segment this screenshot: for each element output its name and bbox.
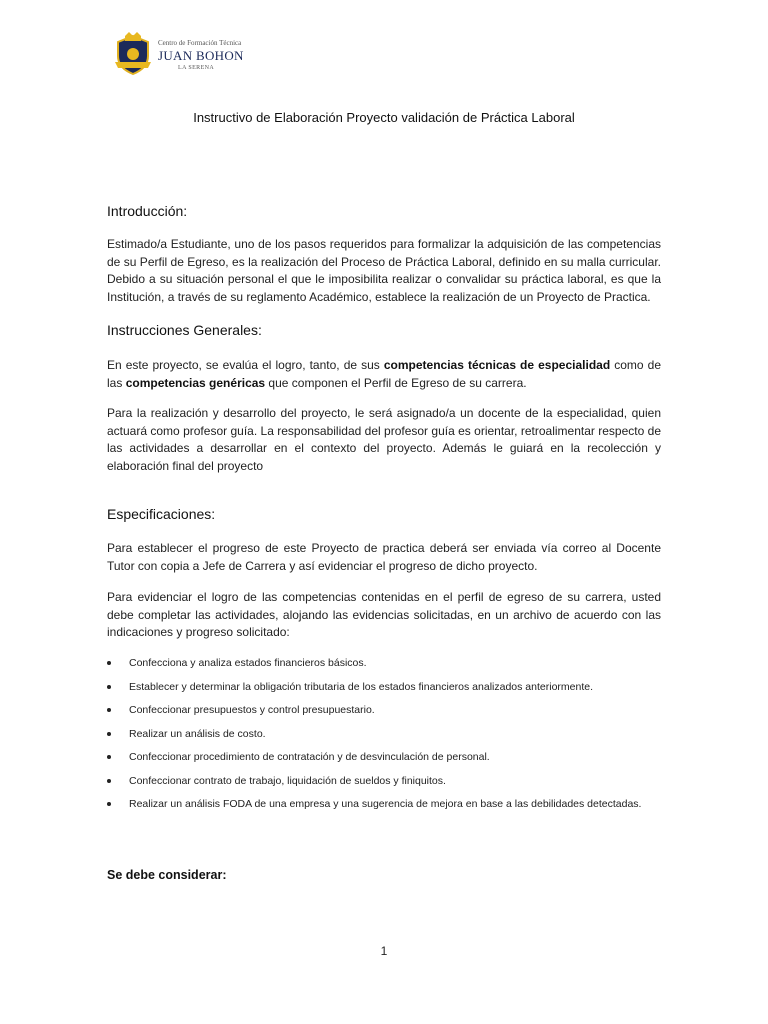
list-item-text: Realizar un análisis de costo.	[129, 727, 266, 740]
instrucciones-text-d: que componen el Perfil de Egreso de su carrera.	[265, 375, 527, 390]
bold-competencias-genericas: competencias genéricas	[125, 375, 266, 390]
list-item-text: Confeccionar presupuestos y control presupuestario.	[129, 704, 375, 716]
bold-competencias-tecnicas: competencias técnicas de especialidad	[383, 358, 611, 372]
especificaciones-paragraph-2: Para evidenciar el logro de las competencias contenidas en el perfil de egreso de su carrera, usted debe completar las actividades, alojando las evidencias solicitadas, en un archivo de acuerdo con las indicaciones y progreso solicitado:	[107, 590, 661, 639]
document-title: Instructivo de Elaboración Proyecto validación de Práctica Laboral	[193, 110, 575, 125]
crest-icon	[112, 32, 154, 76]
intro-paragraph: Estimado/a Estudiante, uno de los pasos requeridos para formalizar la adquisición de las competencias de su Perfil de Egreso, es la realización del Proceso de Práctica Laboral, definido en su malla curricular. Debido a su situación personal el que le imposibilita realizar o convalidar su práctica laboral, es que la Institución, a través de su reglamento Académico, establece la realización de un Proyecto de Practica.	[107, 237, 661, 304]
section-heading-instrucciones: Instrucciones Generales:	[107, 322, 262, 338]
list-item	[107, 796, 667, 820]
page-number: 1	[380, 944, 388, 958]
list-item	[107, 749, 667, 773]
bullet-icon	[107, 755, 111, 759]
bullet-icon	[107, 708, 111, 712]
section-heading-especificaciones: Especificaciones:	[107, 506, 216, 522]
list-item-text: Confecciona y analiza estados financieros básicos.	[129, 657, 367, 669]
list-item-text: Confeccionar procedimiento de contratación y de desvinculación de personal.	[129, 751, 490, 763]
instrucciones-text-c: como de las	[107, 358, 662, 390]
list-item	[107, 655, 667, 679]
bullet-icon	[107, 779, 111, 783]
list-item-text: Establecer y determinar la obligación tributaria de los estados financieros analizados anteriormente.	[129, 680, 594, 693]
especificaciones-paragraph-1: Para establecer el progreso de este Proyecto de practica deberá ser enviada vía correo al Docente Tutor con copia a Jefe de Carrera y así evidenciar el progreso de dicho proyecto.	[107, 541, 661, 573]
bullet-icon	[107, 802, 111, 806]
section-heading-introduccion: Introducción:	[107, 203, 188, 219]
logo-subtitle: Centro de Formación Técnica	[158, 39, 242, 47]
list-item-text: Realizar un análisis FODA de una empresa y una sugerencia de mejora en base a las debilidades detectadas.	[129, 798, 642, 810]
list-item	[107, 702, 667, 726]
section-heading-considerar: Se debe considerar:	[107, 868, 227, 882]
logo-name: JUAN BOHON	[158, 48, 244, 63]
list-item-text: Confeccionar contrato de trabajo, liquidación de sueldos y finiquitos.	[129, 774, 446, 787]
bullet-icon	[107, 732, 111, 736]
bullet-icon	[107, 661, 111, 665]
activities-list	[107, 655, 667, 820]
bullet-icon	[107, 685, 111, 689]
instrucciones-text-a: En este proyecto, se evalúa el logro, tanto, de sus	[107, 358, 384, 372]
instrucciones-paragraph-1	[107, 357, 661, 392]
list-item	[107, 726, 667, 750]
instrucciones-paragraph-2: Para la realización y desarrollo del proyecto, le será asignado/a un docente de la especialidad, quien actuará como profesor guía. La responsabilidad del profesor guía es orientar, retroalimentar respecto de las actividades a desarrollar en el contexto del proyecto. Además le guiará en la recolección y elaboración final del proyecto	[107, 406, 661, 473]
list-item	[107, 773, 667, 797]
list-item	[107, 679, 667, 703]
logo-city: LA SERENA	[178, 65, 215, 71]
institution-logo	[112, 32, 272, 78]
